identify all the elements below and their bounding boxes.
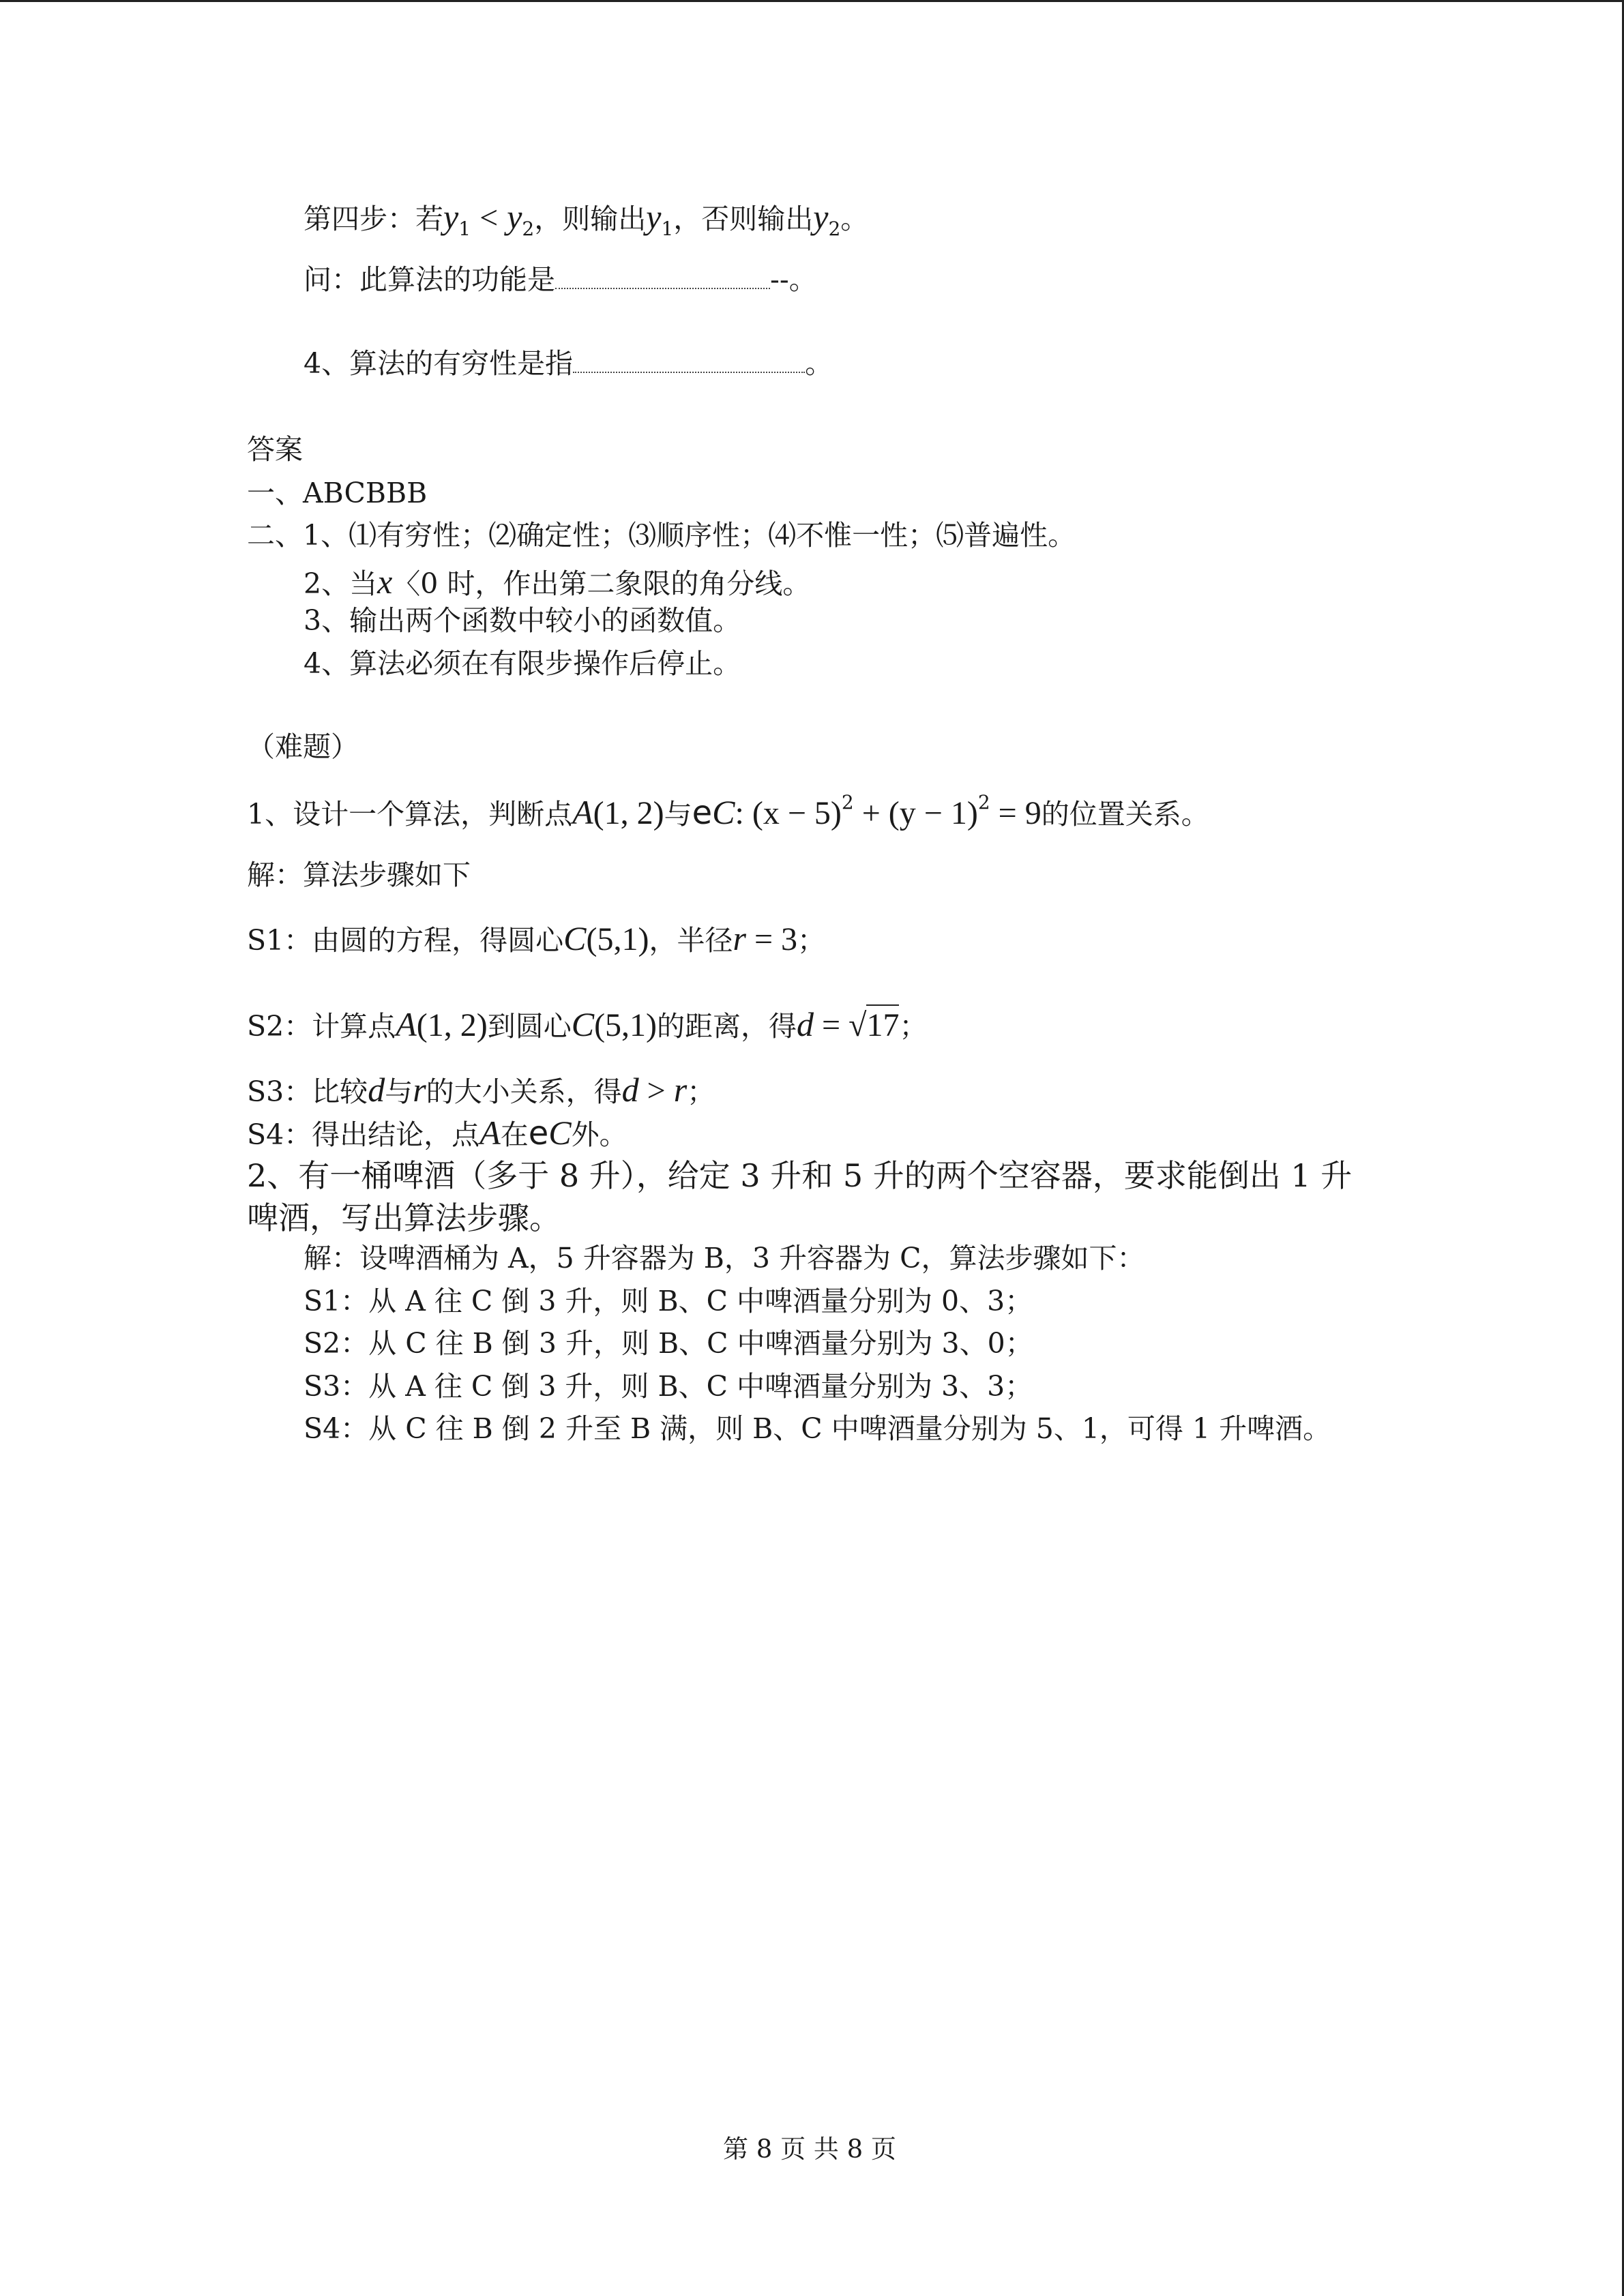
problem2-solution-intro: 解：设啤酒桶为 A，5 升容器为 B，3 升容器为 C，算法步骤如下： [304, 1242, 1145, 1274]
solution-intro: 解：算法步骤如下 [247, 859, 471, 891]
question-line: 问：此算法的功能是 --。 [304, 263, 817, 296]
answers-part2-1: 二、1、⑴有穷性；⑵确定性；⑶顺序性；⑷不惟一性；⑸普遍性。 [247, 519, 1076, 552]
answer-blank[interactable] [555, 282, 770, 289]
solution-step-2: S2：计算点A(1, 2)到圆心C(5,1)的距离，得d = √17； [247, 1005, 928, 1043]
solution-step-4: S4：得出结论，点A在eC外。 [247, 1114, 628, 1152]
answers-part1: 一、ABCBBB [247, 477, 428, 509]
problem2-step-4: S4：从 C 往 B 倒 2 升至 B 满，则 B、C 中啤酒量分别为 5、1，可得 1 升啤酒。 [304, 1412, 1331, 1445]
problem2-step-2: S2：从 C 往 B 倒 3 升，则 B、C 中啤酒量分别为 3、0； [304, 1327, 1033, 1360]
page-footer: 第 8 页 共 8 页 [723, 2134, 896, 2164]
answer-blank[interactable] [573, 366, 805, 373]
q4-line: 4、算法的有穷性是指 。 [304, 347, 833, 380]
problem2-step-3: S3：从 A 往 C 倒 3 升，则 B、C 中啤酒量分别为 3、3； [304, 1370, 1033, 1403]
hard-problem-2-line2: 啤酒，写出算法步骤。 [247, 1199, 561, 1236]
solution-step-1: S1：由圆的方程，得圆心C(5,1)，半径r = 3； [247, 919, 826, 957]
hard-problem-2-line1: 2、有一桶啤酒（多于 8 升），给定 3 升和 5 升的两个空容器，要求能倒出 1 升 [247, 1157, 1353, 1194]
hard-problem-1: 1、设计一个算法，判断点A(1, 2)与eC: $(x - 5)^2 + (y - 1)^2 = 9$的位置关系。 [247, 791, 1209, 832]
solution-step-3: S3：比较d与r的大小关系，得d > r； [247, 1071, 715, 1109]
answers-heading: 答案 [247, 433, 303, 466]
step4-line: 第四步：若$y_1 < y_2$，则输出$y_1$，否则输出$y_2$。 [304, 198, 869, 240]
answers-part2-4: 4、算法必须在有限步操作后停止。 [304, 647, 741, 680]
answers-part2-2: 2、当x〈0 时，作出第二象限的角分线。 [304, 563, 811, 601]
answers-part2-3: 3、输出两个函数中较小的函数值。 [304, 604, 741, 637]
hard-heading: （难题） [247, 730, 359, 763]
problem2-step-1: S1：从 A 往 C 倒 3 升，则 B、C 中啤酒量分别为 0、3； [304, 1285, 1033, 1317]
